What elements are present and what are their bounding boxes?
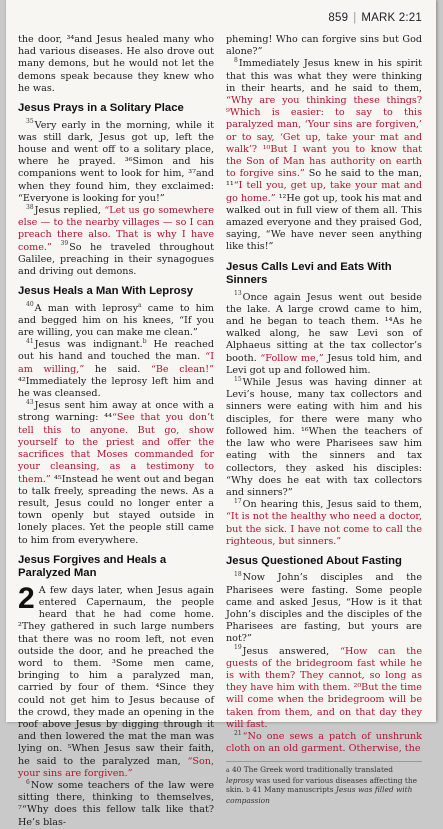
bible-page — [6, 0, 436, 828]
verse-number: 38 — [26, 203, 34, 211]
paragraph-continued: pheming! Who can forgive sins but God alone?” — [226, 34, 422, 58]
verse-text: Once again Jesus went out beside the lake. A large crowd came to him, and he began to teach them. ¹⁴As he walked along, he saw Levi son of Alphaeus sitting at the tax collector’s booth. — [226, 291, 422, 364]
words-of-jesus: “See that you don’t tell this to anyone. But go, show yourself to the priest and offer the sacrifices that Moses commanded for your cleansing, as a testimony to them.” — [18, 412, 214, 485]
left-column — [18, 34, 214, 829]
paragraph-v6 — [18, 780, 214, 829]
verse-text: On hearing this, Jesus said to them, — [242, 499, 422, 511]
footnotes — [226, 761, 422, 805]
paragraph-v43 — [18, 400, 214, 546]
verse-text: So he traveled throughout Galilee, preaching in their synagogues and driving out demons. — [18, 241, 214, 277]
paragraph-v15 — [226, 377, 422, 499]
words-of-jesus: “Why are you thinking these things? ⁹Which is easier: to say to this paralyzed man, ‘Your sins are forgiven,’ or to say, ‘Get up, take your mat and walk’? ¹⁰But I want you to know that the Son of Man has authority on earth to forgive sins.” — [226, 95, 422, 180]
paragraph-v38 — [18, 205, 214, 278]
verse-text: ⁴²Immediately the leprosy left him and he was cleansed. — [18, 375, 214, 400]
paragraph-v13 — [226, 292, 422, 377]
chapter-reference: MARK 2:21 — [361, 12, 422, 24]
verse-number: 17 — [234, 497, 242, 505]
verse-text: Very early in the morning, while it was still dark, Jesus got up, left the house and went off to a solitary place, where he prayed. ³⁶Simon and his companions went to look for him, ³⁷and when they found him, they exclaimed: “Everyone is looking for you!” — [18, 119, 214, 204]
words-of-jesus: “Be clean!” — [150, 363, 214, 375]
verse-number: 41 — [26, 338, 34, 346]
verse-number: 13 — [234, 290, 242, 298]
page-number: 859 — [328, 12, 349, 24]
verse-number: 19 — [234, 644, 242, 652]
paragraph-v35 — [18, 120, 214, 205]
footnote-letter-b: b — [246, 787, 250, 795]
words-of-jesus: “I am willing,” — [18, 351, 214, 375]
footnote-italic: leprosy — [226, 775, 254, 785]
verse-number: 39 — [60, 240, 69, 248]
paragraph-v19 — [226, 646, 422, 731]
verse-text: Jesus replied, — [34, 204, 105, 216]
verse-number: 43 — [26, 399, 34, 407]
verse-text: He reached out his hand and touched the man. — [18, 339, 214, 363]
words-of-jesus: “It is not the healthy who need a doctor, but the sick. I have not come to call the righteous, but sinners.” — [226, 511, 422, 547]
verse-number: 35 — [26, 118, 34, 126]
paragraph-v18 — [226, 572, 422, 645]
paragraph-intro: the door, ³⁴and Jesus healed many who had various diseases. He also drove out many demons, but he would not let the demons speak because they knew who he was. — [18, 34, 214, 94]
paragraph-chapter2 — [18, 581, 214, 780]
section-heading-paralyzed: Jesus Forgives and Heals a Paralyzed Man — [18, 553, 167, 580]
verse-text: A few days later, when Jesus again entered Capernaum, the people heard that he had come home. ²They gathered in such large numbers that there was no room left, not even outside the door, and he preached the word to them. ³Some men came, bringing to him a paralyzed man, carried by four of them. ⁴Since they could not get him to Jesus because of the crowd, they made an opening in the roof above Jesus by digging through it and then lowered the mat the man was lying on. ⁵When Jesus saw their faith, he said to the paralyzed man, — [18, 584, 214, 767]
footnote-text: was used for various diseases affecting the skin. — [226, 775, 417, 795]
words-of-jesus: “How can the guests of the bridegroom fast while he is with them? They cannot, so long as they have him with them. ²⁰But the time will come when the bridegroom will be taken from them, and on that day they will fast. — [226, 645, 422, 730]
verse-text: So he said to the man, ¹¹ — [226, 168, 422, 192]
right-column — [226, 34, 422, 805]
verse-number: 6 — [26, 778, 30, 786]
section-heading-fasting: Jesus Questioned About Fasting — [226, 554, 402, 567]
verse-text: Jesus answered, — [242, 645, 341, 657]
footnote-text: 40 The Greek word traditionally translated — [231, 765, 394, 775]
section-heading-prays: Jesus Prays in a Solitary Place — [18, 102, 184, 115]
verse-text: Jesus told him, and Levi got up and followed him. — [226, 352, 423, 376]
words-of-jesus: “Let us go somewhere else — to the nearby villages — so I can preach there also. That is why I have come.” — [18, 204, 214, 253]
section-heading-leprosy: Jesus Heals a Man With Leprosy — [18, 285, 194, 298]
section-heading-levi: Jesus Calls Levi and Eats With Sinners — [226, 260, 392, 287]
footnote-marker-b[interactable]: b — [142, 338, 147, 346]
words-of-jesus: “Son, your sins are forgiven.” — [18, 755, 214, 779]
paragraph-v8 — [226, 58, 422, 253]
verse-text: came to him and begged him on his knees, “If you are willing, you can make me clean.” — [18, 302, 214, 339]
header-separator: | — [353, 12, 357, 24]
words-of-jesus: “No one sews a patch of unshrunk cloth on an old garment. Otherwise, the — [226, 731, 422, 755]
verse-text: Now John’s disciples and the Pharisees were fasting. Some people came and asked Jesus, “How is it that John’s disciples and the disciples of the Pharisees are fasting, but yours are not?” — [226, 572, 422, 645]
paragraph-v21 — [226, 731, 422, 755]
paragraph-v17 — [226, 499, 422, 548]
verse-text: Now some teachers of the law were sitting there, thinking to themselves, ⁷“Why does this fellow talk like that? He’s blas- — [18, 779, 214, 828]
chapter-number: 2 — [18, 581, 35, 615]
footnote-letter-a: a — [226, 767, 230, 775]
running-head — [328, 12, 422, 24]
footnote-text: 41 Many manuscripts — [252, 785, 336, 795]
verse-text: he said. — [84, 363, 151, 375]
verse-number: 15 — [234, 375, 242, 383]
footnote-marker-a[interactable]: a — [138, 301, 142, 309]
verse-text: ⁴⁵Instead he went out and began to talk freely, spreading the news. As a result, Jesus could no longer enter a town openly but stayed outside in lonely places. Yet the people still came to him from everywhere. — [18, 473, 214, 546]
verse-text: Immediately Jesus knew in his spirit that this was what they were thinking in their hearts, and he said to them, — [226, 58, 422, 94]
paragraph-v41 — [18, 339, 214, 400]
footnote-italic: Jesus was filled with compassion — [226, 785, 413, 805]
words-of-jesus: “I tell you, get up, take your mat and go home.” — [226, 180, 422, 204]
verse-text: A man with leprosy — [34, 302, 139, 314]
verse-number: 40 — [26, 301, 34, 309]
verse-text: Jesus was indignant. — [34, 339, 143, 351]
verse-text: Jesus sent him away at once with a strong warning: ⁴⁴ — [18, 400, 214, 424]
verse-text: While Jesus was having dinner at Levi’s house, many tax collectors and sinners were eating with him and his disciples, for there were many who followed him. ¹⁶When the teachers of the law who were Pharisees saw him eating with the sinners and tax collectors, they asked his disciples: “Why does he eat with tax collectors and sinners?” — [226, 377, 422, 498]
verse-number: 21 — [234, 729, 242, 737]
verse-number: 8 — [234, 57, 238, 65]
words-of-jesus: “Follow me,” — [260, 352, 324, 364]
verse-number: 18 — [234, 571, 242, 579]
verse-text: ¹²He got up, took his mat and walked out in full view of them all. This amazed everyone and they praised God, saying, “We have never seen anything like this!” — [226, 192, 422, 253]
paragraph-v40 — [18, 303, 214, 340]
